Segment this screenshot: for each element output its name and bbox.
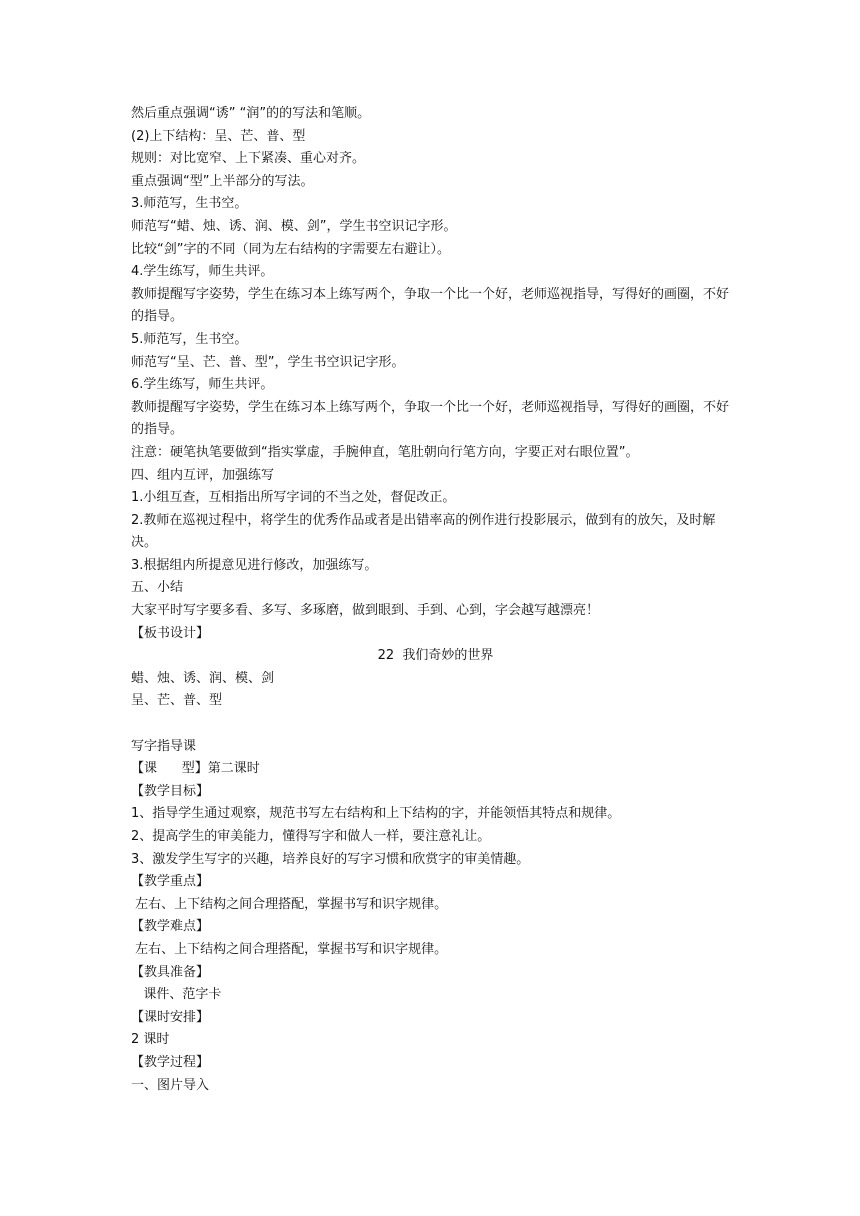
section-heading: 一、图片导入 [131, 1077, 210, 1093]
text-line: 2 课时 [131, 1032, 170, 1048]
lesson-section [131, 736, 740, 1098]
section-heading: 【教学重点】 [131, 874, 210, 890]
section-heading: 【板书设计】 [131, 625, 210, 641]
text-line: 重点强调“型”上半部分的写法。 [131, 173, 314, 189]
text-line: 师范写“蜡、烛、诱、润、模、剑”，学生书空识记字形。 [131, 218, 457, 234]
text-line: (2)上下结构：呈、芒、普、型 [131, 128, 306, 144]
board-title: 22 我们奇妙的世界 [377, 648, 494, 664]
text-line: 3.根据组内所提意见进行修改，加强练写。 [131, 557, 378, 573]
goal-item: 3、激发学生写字的兴趣，培养良好的写字习惯和欣赏字的审美情趣。 [131, 851, 530, 867]
section-heading: 【教学难点】 [131, 919, 210, 935]
section-heading: 【教具准备】 [131, 964, 210, 980]
body-lines [131, 103, 740, 645]
text-line: 比较“剑”字的不同（同为左右结构的字需要左右避让）。 [131, 241, 450, 257]
text-line: 2.教师在巡视过程中，将学生的优秀作品或者是出错率高的例作进行投影展示，做到有的放矢，及时解决。 [131, 512, 716, 551]
text-line: 教师提醒写字姿势，学生在练习本上练写两个，争取一个比一个好，老师巡视指导，写得好的画圈，不好的指导。 [131, 286, 730, 325]
text-line: 然后重点强调“诱” “润”的的写法和笔顺。 [131, 106, 371, 121]
section-heading: 四、组内互评，加强练写 [131, 467, 275, 483]
section-heading: 五、小结 [131, 580, 184, 596]
text-line: 1.小组互查，互相指出所写字词的不当之处，督促改正。 [131, 490, 456, 506]
text-line: 5.师范写，生书空。 [131, 331, 248, 347]
text-line: 规则：对比宽窄、上下紧凑、重心对齐。 [131, 151, 366, 167]
lesson-title: 写字指导课 [131, 738, 197, 754]
goal-item: 2、提高学生的审美能力，懂得写字和做人一样，要注意礼让。 [131, 829, 491, 844]
text-line: 左右、上下结构之间合理搭配，掌握书写和识字规律。 [131, 896, 448, 912]
section-heading: 【教学目标】 [131, 783, 210, 799]
board-line: 蜡、烛、诱、润、模、剑 [131, 670, 275, 686]
section-heading: 【课时安排】 [131, 1009, 210, 1025]
blank-line [131, 713, 740, 736]
text-line: 左右、上下结构之间合理搭配，掌握书写和识字规律。 [131, 941, 448, 957]
lesson-type: 【课 型】第二课时 [131, 761, 260, 777]
text-line: 3.师范写，生书空。 [131, 196, 248, 212]
goal-item: 1、指导学生通过观察，规范书写左右结构和上下结构的字，并能领悟其特点和规律。 [131, 806, 621, 822]
text-line: 大家平时写字要多看、多写、多琢磨，做到眼到、手到、心到，字会越写越漂亮！ [131, 603, 600, 619]
text-line: 4.学生练写，师生共评。 [131, 264, 274, 280]
text-line: 师范写“呈、芒、普、型”，学生书空识记字形。 [131, 354, 405, 370]
text-line: 注意：硬笔执笔要做到“指实掌虚，手腕伸直，笔肚朝向行笔方向，字要正对右眼位置”。 [131, 444, 639, 460]
text-line: 课件、范字卡 [131, 987, 222, 1003]
text-line: 6.学生练写，师生共评。 [131, 377, 274, 393]
section-heading: 【教学过程】 [131, 1054, 210, 1070]
text-line: 教师提醒写字姿势，学生在练习本上练写两个，争取一个比一个好，老师巡视指导，写得好的画圈，不好的指导。 [131, 399, 730, 438]
board-line: 呈、芒、普、型 [131, 693, 223, 709]
